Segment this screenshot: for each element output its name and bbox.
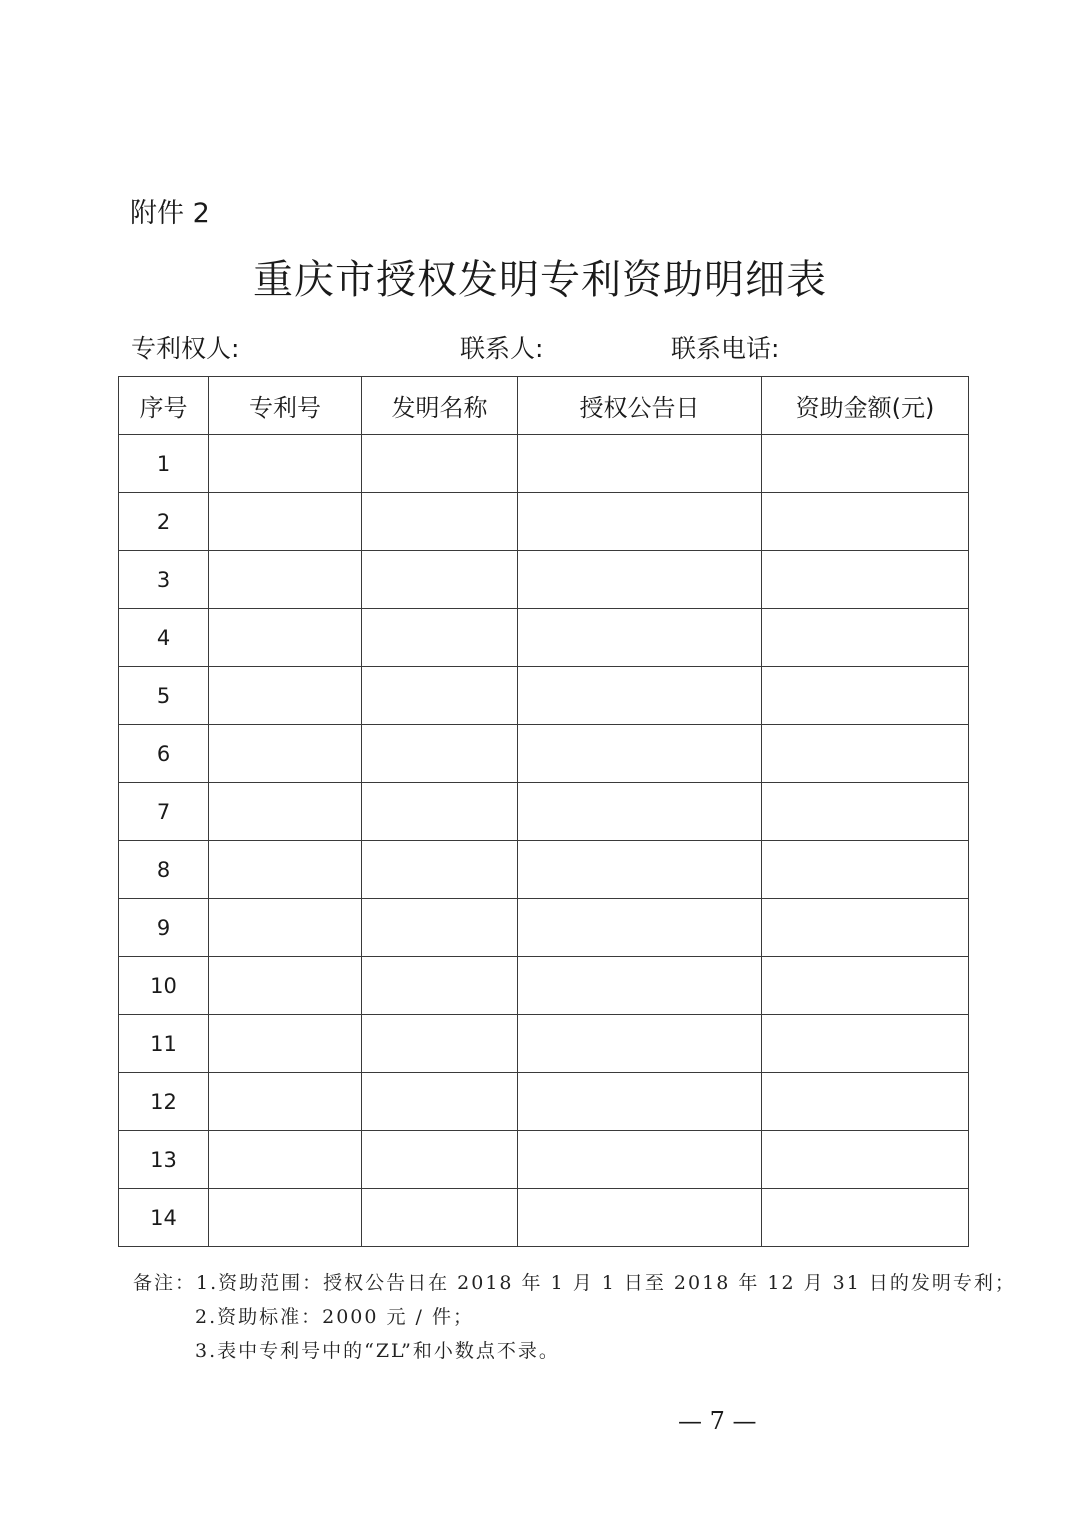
remark-line-format: 3.表中专利号中的“ZL”和小数点不录。 [195, 1340, 560, 1362]
grant-date-cell[interactable] [518, 725, 762, 783]
row-serial: 11 [119, 1015, 209, 1073]
table-row [119, 899, 969, 957]
grant-date-cell[interactable] [518, 435, 762, 493]
table-row [119, 667, 969, 725]
patent-funding-table [118, 376, 969, 1247]
invention-name-cell[interactable] [362, 957, 518, 1015]
row-serial: 13 [119, 1131, 209, 1189]
patent-number-cell[interactable] [209, 435, 362, 493]
patent-number-cell[interactable] [209, 1015, 362, 1073]
grant-date-cell[interactable] [518, 1131, 762, 1189]
grant-date-cell[interactable] [518, 609, 762, 667]
invention-name-cell[interactable] [362, 1131, 518, 1189]
header-patent-number: 专利号 [209, 377, 362, 435]
grant-date-cell[interactable] [518, 783, 762, 841]
table-row [119, 957, 969, 1015]
invention-name-cell[interactable] [362, 551, 518, 609]
row-serial: 9 [119, 899, 209, 957]
grant-date-cell[interactable] [518, 1073, 762, 1131]
table-row [119, 1015, 969, 1073]
remark-line-standard: 2.资助标准：2000 元 / 件； [195, 1306, 475, 1328]
patent-number-cell[interactable] [209, 551, 362, 609]
row-serial: 5 [119, 667, 209, 725]
contact-phone-label: 联系电话: [671, 334, 780, 363]
row-serial: 14 [119, 1189, 209, 1247]
invention-name-cell[interactable] [362, 899, 518, 957]
funding-amount-cell[interactable] [762, 1131, 969, 1189]
invention-name-cell[interactable] [362, 667, 518, 725]
funding-amount-cell[interactable] [762, 551, 969, 609]
grant-date-cell[interactable] [518, 1189, 762, 1247]
patent-number-cell[interactable] [209, 667, 362, 725]
row-serial: 2 [119, 493, 209, 551]
invention-name-cell[interactable] [362, 1015, 518, 1073]
patent-number-cell[interactable] [209, 725, 362, 783]
row-serial: 7 [119, 783, 209, 841]
patent-number-cell[interactable] [209, 609, 362, 667]
grant-date-cell[interactable] [518, 841, 762, 899]
patent-number-cell[interactable] [209, 1073, 362, 1131]
row-serial: 4 [119, 609, 209, 667]
funding-amount-cell[interactable] [762, 435, 969, 493]
funding-amount-cell[interactable] [762, 667, 969, 725]
table-row [119, 1073, 969, 1131]
funding-amount-cell[interactable] [762, 725, 969, 783]
row-serial: 3 [119, 551, 209, 609]
patent-number-cell[interactable] [209, 1189, 362, 1247]
invention-name-cell[interactable] [362, 493, 518, 551]
funding-amount-cell[interactable] [762, 1189, 969, 1247]
grant-date-cell[interactable] [518, 667, 762, 725]
invention-name-cell[interactable] [362, 725, 518, 783]
patent-number-cell[interactable] [209, 841, 362, 899]
table-row [119, 609, 969, 667]
funding-amount-cell[interactable] [762, 1073, 969, 1131]
table-row [119, 1189, 969, 1247]
invention-name-cell[interactable] [362, 609, 518, 667]
invention-name-cell[interactable] [362, 435, 518, 493]
funding-amount-cell[interactable] [762, 493, 969, 551]
table-row [119, 551, 969, 609]
contact-person-label: 联系人: [460, 334, 544, 363]
patent-number-cell[interactable] [209, 1131, 362, 1189]
table-row [119, 1131, 969, 1189]
row-serial: 10 [119, 957, 209, 1015]
table-row [119, 841, 969, 899]
grant-date-cell[interactable] [518, 899, 762, 957]
invention-name-cell[interactable] [362, 1073, 518, 1131]
header-serial-number: 序号 [119, 377, 209, 435]
grant-date-cell[interactable] [518, 493, 762, 551]
header-funding-amount: 资助金额(元) [762, 377, 969, 435]
grant-date-cell[interactable] [518, 1015, 762, 1073]
remark-line-scope: 备注：1.资助范围：授权公告日在 2018 年 1 月 1 日至 2018 年 12 月 31 日的发明专利； [133, 1272, 1016, 1294]
table-header-row [119, 377, 969, 435]
row-serial: 8 [119, 841, 209, 899]
table-row [119, 493, 969, 551]
grant-date-cell[interactable] [518, 551, 762, 609]
grant-date-cell[interactable] [518, 957, 762, 1015]
document-title: 重庆市授权发明专利资助明细表 [253, 257, 827, 303]
table-row [119, 725, 969, 783]
patent-number-cell[interactable] [209, 957, 362, 1015]
table-row [119, 435, 969, 493]
invention-name-cell[interactable] [362, 1189, 518, 1247]
remarks-block [133, 1266, 1016, 1368]
header-invention-name: 发明名称 [362, 377, 518, 435]
funding-amount-cell[interactable] [762, 783, 969, 841]
page-number: — 7 — [678, 1407, 757, 1435]
row-serial: 6 [119, 725, 209, 783]
header-grant-date: 授权公告日 [518, 377, 762, 435]
funding-amount-cell[interactable] [762, 1015, 969, 1073]
attachment-label: 附件 2 [130, 198, 210, 229]
row-serial: 1 [119, 435, 209, 493]
funding-amount-cell[interactable] [762, 899, 969, 957]
funding-amount-cell[interactable] [762, 957, 969, 1015]
invention-name-cell[interactable] [362, 783, 518, 841]
row-serial: 12 [119, 1073, 209, 1131]
funding-amount-cell[interactable] [762, 609, 969, 667]
patent-number-cell[interactable] [209, 899, 362, 957]
table-row [119, 783, 969, 841]
patent-holder-label: 专利权人: [131, 334, 240, 363]
patent-number-cell[interactable] [209, 783, 362, 841]
funding-amount-cell[interactable] [762, 841, 969, 899]
patent-number-cell[interactable] [209, 493, 362, 551]
invention-name-cell[interactable] [362, 841, 518, 899]
